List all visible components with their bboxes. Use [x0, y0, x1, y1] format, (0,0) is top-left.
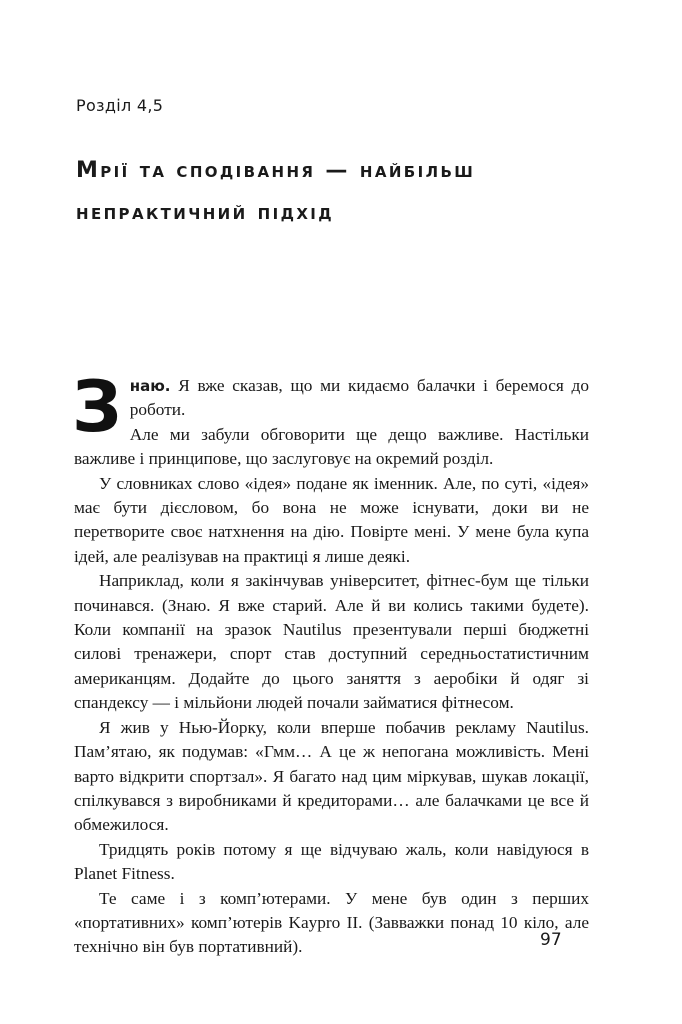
- paragraph: У словниках слово «ідея» подане як іменник. Але, по суті, «ідея» має бути дієсловом, бо вона не може існувати, доки ви не перетворите своє натхнення на дію. Повірте мені. У мене була купа ідей, але реалізував на практиці я лише деякі.: [74, 473, 589, 566]
- page-number: 97: [540, 930, 562, 950]
- paragraph: Я жив у Нью-Йорку, коли вперше побачив рекламу Nautilus. Пам’ятаю, як подумав: «Гмм… А це ж непогана можливість. Мені варто відкрити спортзал». Я багато над цим міркував, шукав локації, спілкувався з виробниками й кредиторами… але балачками це все й обмежилося.: [74, 717, 589, 835]
- section-label: Розділ 4,5: [76, 96, 164, 115]
- chapter-title: Мрії та сподівання — найбільш непрактичний підхід: [76, 158, 476, 225]
- paragraph: Але ми забули обговорити ще дещо важливе. Настільки важливе і принципове, що заслуговує на окремий розділ.: [74, 424, 589, 469]
- paragraph: Те саме і з комп’ютерами. У мене був один з перших «портативних» комп’ютерів Kaypro II. (Завважки понад 10 кіло, але технічно він був портативний).: [74, 888, 589, 957]
- lead-word: наю.: [129, 377, 171, 395]
- paragraph: Наприклад, коли я закінчував університет, фітнес-бум ще тільки починався. (Знаю. Я вже старий. Але й ви колись такими будете). Коли компанії на зразок Nautilus презентували перші бюджетні силові тренажери, спорт став доступний середньостатистичним американцям. Додайте до цього заняття з аеробіки й одяг зі спандексу — і мільйони людей почали займатися фітнесом.: [74, 571, 589, 713]
- body-text: [72, 366, 589, 960]
- paragraph-text: Я вже сказав, що ми кидаємо балачки і беремося до роботи.: [129, 376, 589, 420]
- drop-cap: З: [72, 366, 122, 448]
- paragraph: Тридцять років потому я ще відчуваю жаль, коли навідуюся в Planet Fitness.: [74, 839, 589, 884]
